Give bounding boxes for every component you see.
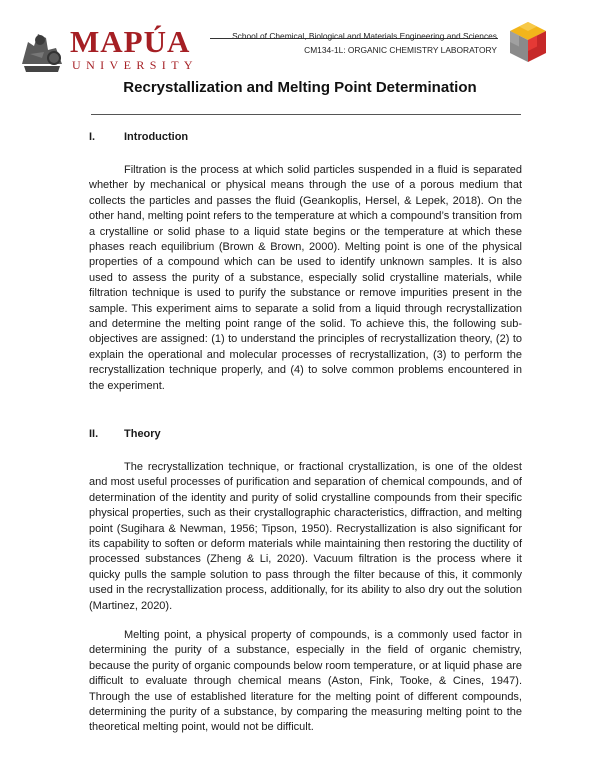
logo-subtitle: UNIVERSITY [72,58,198,72]
title-divider [91,114,521,115]
paragraph: The recrystallization technique, or fractional crystallization, is one of the oldest and most useful processes of purification and separation of chemical compounds, and of determination of the identity and purity of solid crystalline compounds from their specific physical properties, such as their crystallographic characteristics, diffraction, and melting point (Sugihara & Newman, 1956; Tipson, 1950). Recrystallization is also significant for its capability to soften or deform materials while maintaining then restoring the ductility of processed substances (Zheng & Li, 2020). Vacuum filtration is the process where it quicky pulls the sample solution to pass through the filter because of this, it commonly used in the recrystallization process, additionally, for its ability to also dry out the solution (Martinez, 2020). [89,461,522,612]
paragraph: Melting point, a physical property of compounds, is a commonly used factor in determining the purity of a substance, especially in the field of organic chemistry, because the purity of organic compounds below room temperature, or at liquid phase are difficult to evaluate through chemical means (Aston, Fink, Tooke, & Cines, 1947). Through the use of established literature for the melting point of different compounds, determining the purity of a substance, by comparing the measuring melting point to the theoretical melting point, would not be difficult. [89,629,522,734]
course-name: CM134-1L: ORGANIC CHEMISTRY LABORATORY [304,45,497,55]
section-number: II. [89,428,99,440]
university-logo [18,22,204,76]
header-divider [210,38,498,39]
section-number: I. [89,131,96,143]
logo-wordmark: MAPÚA [70,24,191,59]
school-name: School of Chemical, Biological and Materials Engineering and Sciences [232,31,497,41]
chemistry-cube-icon [508,20,548,64]
document-title: Recrystallization and Melting Point Determination [123,79,477,96]
paragraph: Filtration is the process at which solid particles suspended in a fluid is separated whether by mechanical or physical means through the use of a porous medium that collects the particles and passes the fluid (Geankoplis, Hersel, & Lepek, 2018). On the other hand, melting point refers to the temperature at which a compound’s transition from a crystalline or solid phase to a liquid state begins or the temperature at which these phases reach equilibrium (Brown & Brown, 2000). Melting point is one of the physical properties of a compound which can be used to identify unknown samples. It is also used to assess the purity of a substance, especially solid crystalline materials, while filtration technique is used to purify the substance or remove impurities present in the sample. This experiment aims to separate a solid from a liquid through recrystallization and determine the melting point range of the solid. To achieve this, the following sub-objectives are assigned: (1) to understand the principles of recrystallization theory, (2) to explain the operational and molecular processes of recrystallization, (3) to perform the recrystallization technique properly, and (4) to solve common problems encountered in the experiment. [89,164,522,392]
section-heading: Introduction [124,131,189,143]
mapua-seal-icon [18,24,66,74]
section-heading: Theory [124,428,161,440]
